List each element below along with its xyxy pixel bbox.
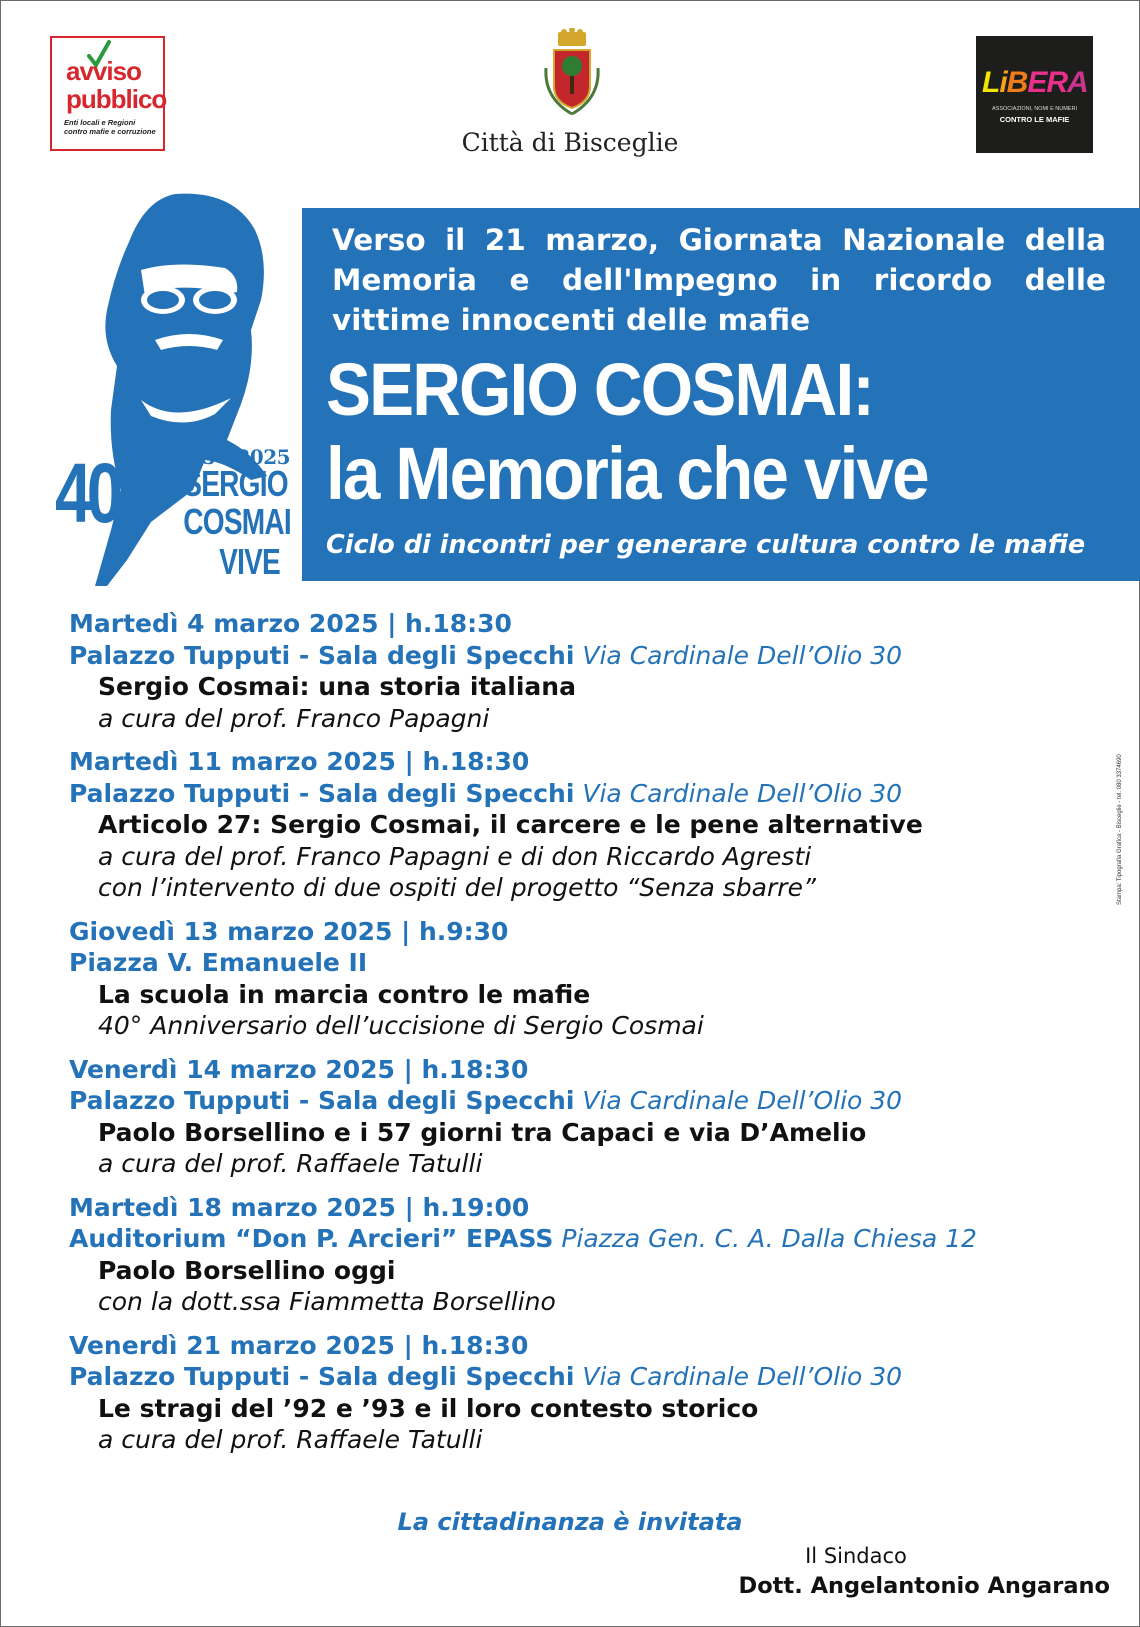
banner-intro: Verso il 21 marzo, Giornata Nazionale della Memoria e dell'Impegno in ricordo delle vittime innocenti delle mafie [332, 223, 1106, 337]
event-note: a cura del prof. Raffaele Tatulli [98, 1149, 483, 1178]
mayor-role: Il Sindaco [805, 1544, 907, 1568]
event-note: a cura del prof. Franco Papagni [98, 703, 490, 733]
event-title: Paolo Borsellino oggi [98, 1255, 396, 1285]
title-banner [302, 208, 1140, 581]
event-venue: Palazzo Tupputi - Sala degli Specchi Via Cardinale Dell’Olio 30 [69, 778, 903, 808]
event-item [69, 608, 1079, 734]
event-item [69, 746, 1079, 904]
anniversary-line-cosmai: COSMAI [183, 501, 291, 542]
event-title: Articolo 27: Sergio Cosmai, il carcere e le pene alternative [98, 810, 923, 839]
event-venue: Piazza V. Emanuele II [69, 948, 368, 977]
city-name: Città di Bisceglie [461, 128, 679, 157]
event-venue: Auditorium “Don P. Arcieri” EPASS Piazza Gen. C. A. Dalla Chiesa 12 [69, 1224, 977, 1253]
event-item [69, 1192, 1079, 1318]
event-date: Martedì 4 marzo 2025 | h.18:30 [69, 609, 512, 638]
event-title: La scuola in marcia contro le mafie [98, 979, 591, 1009]
libera-tagline-2: CONTRO LE MAFIE [999, 115, 1070, 124]
anniversary-years: ° 1985 - 2025 [146, 445, 291, 469]
avviso-word: avviso [66, 56, 141, 86]
event-date: Venerdì 21 marzo 2025 | h.18:30 [69, 1330, 529, 1360]
banner-subtitle: Ciclo di incontri per generare cultura contro le mafie [326, 530, 1086, 560]
event-date: Giovedì 13 marzo 2025 | h.9:30 [69, 916, 509, 946]
event-date: Martedì 18 marzo 2025 | h.19:00 [69, 1192, 530, 1222]
city-crest-icon [540, 28, 604, 124]
pubblico-word: pubblico [66, 84, 167, 114]
anniversary-line-vive: VIVE [219, 541, 280, 582]
libera-logo [976, 36, 1093, 153]
event-item [69, 1054, 1079, 1180]
mayor-name: Dott. Angelantonio Angarano [738, 1573, 1110, 1599]
event-venue: Palazzo Tupputi - Sala degli Specchi Via Cardinale Dell’Olio 30 [69, 640, 903, 670]
headline-line-1: SERGIO COSMAI: [326, 348, 873, 431]
event-item [69, 1330, 1079, 1456]
event-note: 40° Anniversario dell’uccisione di Sergio Cosmai [98, 1011, 704, 1040]
invitation-line: La cittadinanza è invitata [397, 1508, 743, 1536]
event-note: a cura del prof. Franco Papagni e di don Riccardo Agresti [98, 841, 812, 871]
event-item [69, 916, 1079, 1042]
anniversary-number: 40 [55, 446, 119, 540]
libera-word: LiBERA [982, 66, 1088, 99]
event-venue: Palazzo Tupputi - Sala degli Specchi Via Cardinale Dell’Olio 30 [69, 1086, 903, 1115]
banner-headline [326, 348, 1054, 516]
event-venue: Palazzo Tupputi - Sala degli Specchi Via Cardinale Dell’Olio 30 [69, 1362, 903, 1391]
headline-line-2: la Memoria che vive [326, 432, 928, 515]
event-list [69, 608, 1079, 1468]
event-title: Sergio Cosmai: una storia italiana [98, 672, 576, 701]
event-note: a cura del prof. Raffaele Tatulli [98, 1425, 483, 1454]
event-title: Le stragi del ’92 e ’93 e il loro contesto storico [98, 1393, 759, 1423]
event-date: Venerdì 14 marzo 2025 | h.18:30 [69, 1054, 529, 1084]
event-note: con l’intervento di due ospiti del progetto “Senza sbarre” [98, 873, 816, 902]
printer-credit: Stampa: Tipografia Grafica - Bisceglie - tel. 080 3374690 [1117, 754, 1123, 905]
event-note: con la dott.ssa Fiammetta Borsellino [98, 1287, 556, 1316]
avviso-pubblico-logo [50, 36, 165, 151]
avviso-subtitle: Enti locali e Regioni contro mafie e corruzione [64, 118, 156, 136]
event-title: Paolo Borsellino e i 57 giorni tra Capaci e via D’Amelio [98, 1117, 867, 1147]
anniversary-line-sergio: SERGIO [183, 463, 288, 504]
libera-tagline: ASSOCIAZIONI, NOMI E NUMERI [992, 106, 1077, 112]
event-date: Martedì 11 marzo 2025 | h.18:30 [69, 747, 530, 776]
